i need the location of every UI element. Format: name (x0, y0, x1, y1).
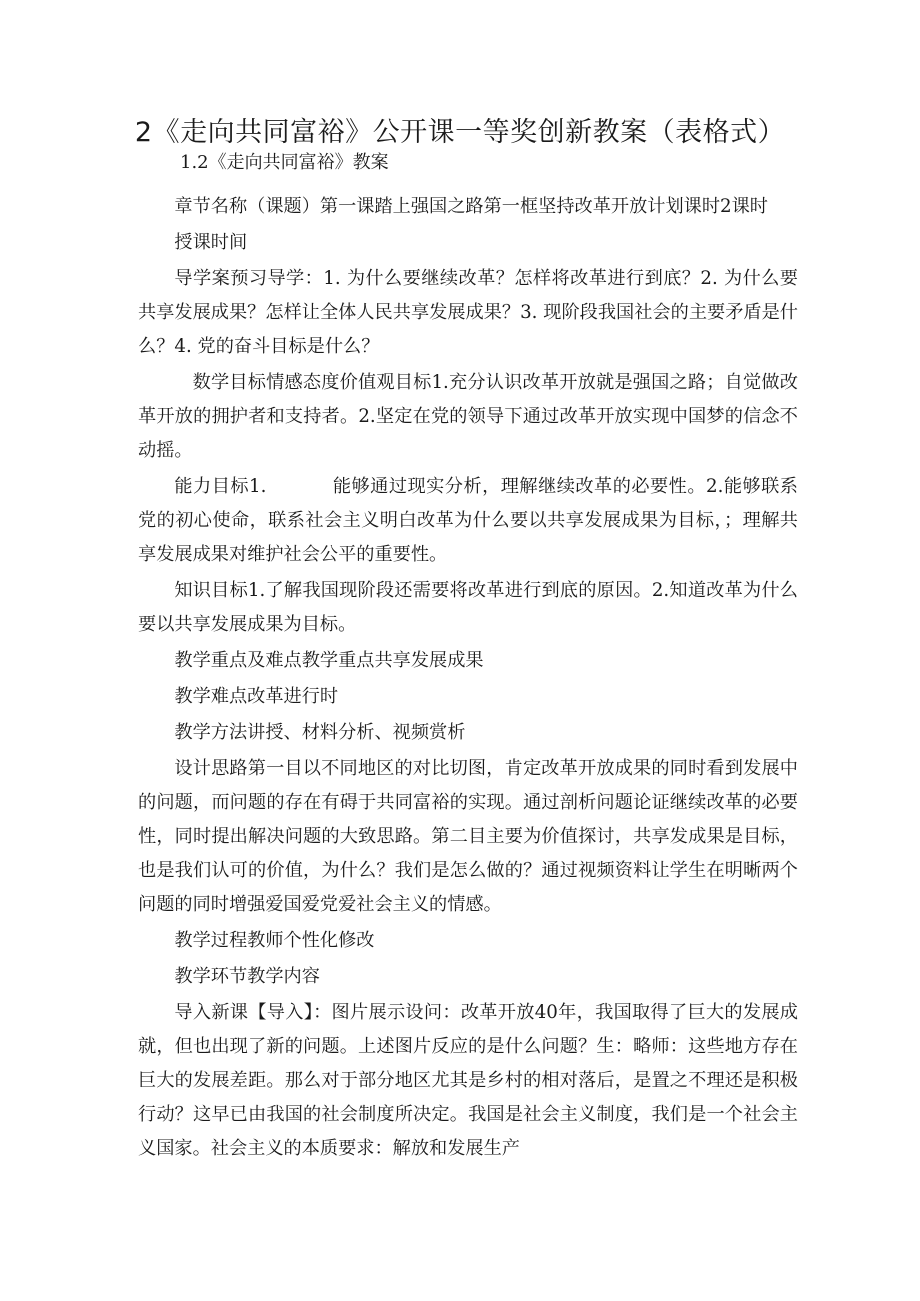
paragraph-key-points: 教学重点及难点教学重点共享发展成果 (174, 650, 484, 671)
paragraph-class-time: 授课时间 (174, 232, 248, 253)
paragraph-introduction: 导入新课【导入】：图片展示设问：改革开放40年，我国取得了巨大的发展成就，但也出现了新的问题。上述图片反应的是什么问题？生：略师：这些地方存在巨大的发展差距。那么对于部分地区尤其是乡村的相对落后，是置之不理还是积极行动？这早已由我国的社会制度所决定。我国是社会主义制度，我们是一个社会主义国家。社会主义的本质要求：解放和发展生产 (138, 1002, 798, 1159)
ability-goal-label: 能力目标1. (174, 476, 267, 497)
document-title: 2《走向共同富裕》公开课一等奖创新教案（表格式） (134, 117, 786, 148)
document-body (138, 190, 798, 1166)
paragraph-difficult-points: 教学难点改革进行时 (174, 686, 339, 707)
document-subtitle: 1.2《走向共同富裕》教案 (180, 152, 389, 173)
paragraph-knowledge-goal: 知识目标1.了解我国现阶段还需要将改革进行到底的原因。2.知道改革为什么要以共享发展成果为目标。 (138, 580, 798, 635)
paragraph-emotion-goal: 数学目标情感态度价值观目标1.充分认识改革开放就是强国之路；自觉做改革开放的拥护者和支持者。2.坚定在党的领导下通过改革开放实现中国梦的信念不动摇。 (138, 372, 798, 461)
paragraph-teaching-process: 教学过程教师个性化修改 (174, 930, 375, 951)
paragraph-chapter: 章节名称（课题）第一课踏上强国之路第一框坚持改革开放计划课时2课时 (174, 196, 768, 217)
paragraph-ability-goal (138, 470, 798, 572)
ability-goal-text: 能够通过现实分析，理解继续改革的必要性。2.能够联系党的初心使命，联系社会主义明白改革为什么要以共享发展成果为目标，；理解共享发展成果对维护社会公平的重要性。 (138, 476, 798, 565)
paragraph-design-idea: 设计思路第一目以不同地区的对比切图，肯定改革开放成果的同时看到发展中的问题，而问题的存在有碍于共同富裕的实现。通过剖析问题论证继续改革的必要性，同时提出解决问题的大致思路。第二目主要为价值探讨，共享发成果是目标，也是我们认可的价值，为什么？我们是怎么做的？通过视频资料让学生在明晰两个问题的同时增强爱国爱党爱社会主义的情感。 (138, 758, 798, 915)
paragraph-preview-guide: 导学案预习导学：1. 为什么要继续改革？怎样将改革进行到底？2. 为什么要共享发展成果？怎样让全体人民共享发展成果？3. 现阶段我国社会的主要矛盾是什么？4. 党的奋斗目标是什么？ (138, 268, 798, 357)
paragraph-teaching-method: 教学方法讲授、材料分析、视频赏析 (174, 722, 466, 743)
paragraph-teaching-section: 教学环节教学内容 (174, 966, 320, 987)
